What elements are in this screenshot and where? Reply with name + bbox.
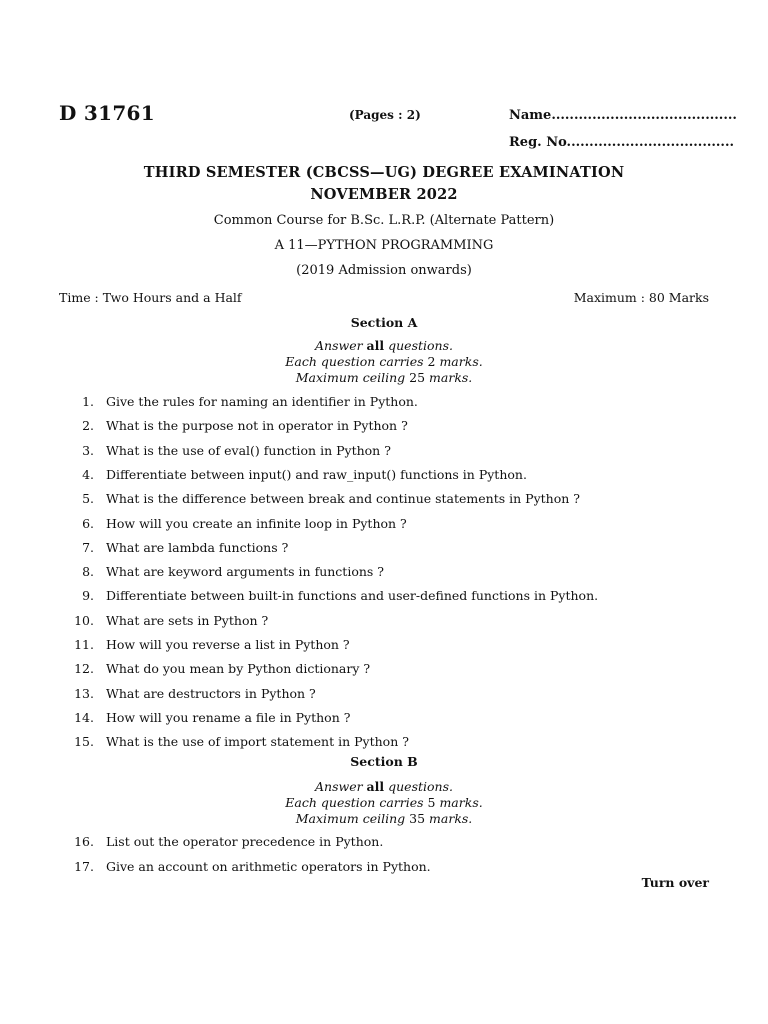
question-number: 15. [74,734,94,750]
paper-title: A 11—PYTHON PROGRAMMING [274,238,494,253]
question-number: 7. [82,539,94,555]
question-item [0,613,768,633]
name-field: Name......................................... [509,108,737,123]
section-b-heading: Section B [350,754,418,769]
exam-session: NOVEMBER 2022 [310,186,458,203]
admission-note: (2019 Admission onwards) [296,263,472,278]
question-item [0,467,768,487]
question-number: 11. [74,637,94,652]
section-a-instructions [0,338,768,386]
instruction-marks-each: Each question carries 2 marks. [285,354,483,369]
question-item [0,637,768,657]
instruction-answer-all: Answer all questions. [315,338,453,353]
question-text: List out the operator precedence in Python. [106,834,384,849]
page-count: (Pages : 2) [349,108,421,122]
question-number: 10. [74,612,94,628]
question-item [0,491,768,511]
question-number: 3. [82,442,94,458]
question-item [0,443,768,463]
question-number: 12. [74,661,94,677]
question-text: How will you create an infinite loop in Python ? [106,515,407,531]
instruction-max-ceiling: Maximum ceiling 35 marks. [295,811,473,826]
section-a-heading: Section A [350,315,418,330]
question-item [0,710,768,730]
turn-over-note: Turn over [641,875,709,890]
question-text: What are destructors in Python ? [106,685,316,701]
question-text: How will you rename a file in Python ? [106,709,351,725]
question-text: What is the purpose not in operator in Python ? [106,418,408,434]
question-text: Give the rules for naming an identifier in Python. [106,394,418,409]
question-text: Give an account on arithmetic operators in Python. [106,858,431,874]
question-text: What is the difference between break and continue statements in Python ? [106,491,580,507]
question-item [0,516,768,536]
question-text: What are keyword arguments in functions ? [106,564,384,580]
question-number: 9. [82,588,94,604]
question-text: Differentiate between input() and raw_input() functions in Python. [106,466,527,482]
question-number: 8. [82,564,94,580]
question-item [0,394,768,414]
question-text: What is the use of eval() function in Python ? [106,442,391,458]
maximum-marks: Maximum : 80 Marks [573,290,709,305]
question-item [0,734,768,754]
exam-title: THIRD SEMESTER (CBCSS—UG) DEGREE EXAMINATION [143,164,625,181]
question-item [0,661,768,681]
question-number: 17. [74,858,94,874]
question-number: 6. [82,515,94,531]
question-number: 16. [74,834,94,849]
question-number: 1. [82,394,94,409]
question-text: How will you reverse a list in Python ? [106,637,350,652]
question-text: What are sets in Python ? [106,612,269,628]
question-item [0,418,768,438]
question-text: What are lambda functions ? [106,539,289,555]
question-number: 13. [74,685,94,701]
question-item [0,540,768,560]
question-text: Differentiate between built-in functions and user-defined functions in Python. [106,588,599,604]
question-item [0,588,768,608]
instruction-answer-all: Answer all questions. [315,779,453,794]
time-allowed: Time : Two Hours and a Half [59,290,242,305]
question-number: 4. [82,466,94,482]
question-text: What do you mean by Python dictionary ? [106,661,371,677]
section-b-instructions [0,779,768,827]
instruction-max-ceiling: Maximum ceiling 25 marks. [295,370,473,385]
question-text: What is the use of import statement in Python ? [106,734,409,750]
question-number: 5. [82,491,94,507]
question-item [0,564,768,584]
question-item [0,834,768,854]
reg-no-field: Reg. No..................................... [509,135,734,150]
question-number: 2. [82,418,94,434]
instruction-marks-each: Each question carries 5 marks. [285,795,483,810]
question-item [0,686,768,706]
question-number: 14. [74,709,94,725]
paper-code: D 31761 [59,101,155,125]
course-name: Common Course for B.Sc. L.R.P. (Alternate Pattern) [213,213,555,228]
